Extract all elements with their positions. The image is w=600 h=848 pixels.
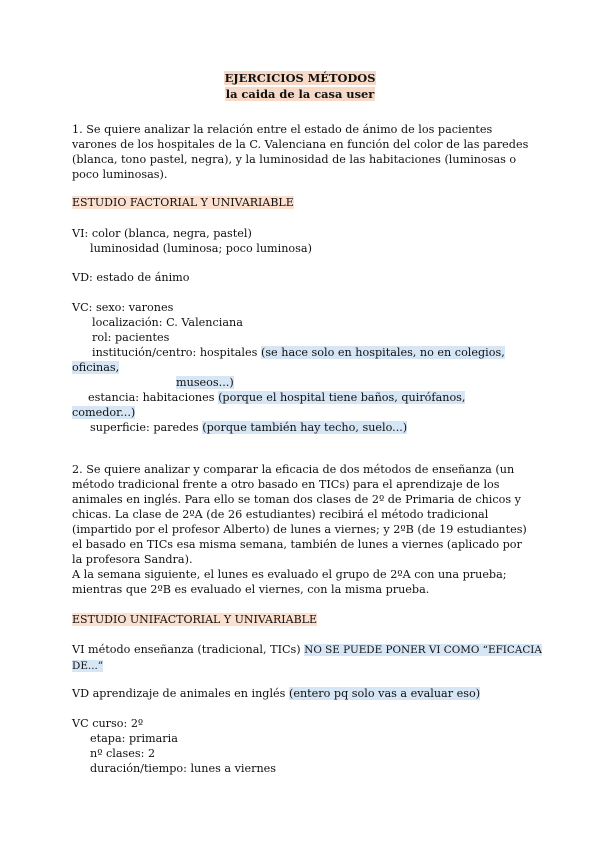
exercise-2-line-6: el basado en TICs esa misma semana, también de lunes a viernes (aplicado por — [72, 538, 522, 551]
exercise-2-statement — [72, 462, 542, 597]
vc-institucion-note-3: museos...) — [176, 376, 234, 389]
exercise-2-line-7: la profesora Sandra). — [72, 553, 193, 566]
vi-luminosidad: luminosidad (luminosa; poco luminosa) — [90, 242, 312, 255]
vc-rol: rol: pacientes — [92, 331, 170, 344]
exercise-2-vd-label: VD aprendizaje de animales en inglés — [72, 687, 286, 700]
vc-estancia-note-2: comedor...) — [72, 406, 136, 419]
title-line-1: EJERCICIOS MÉTODOS — [224, 71, 376, 85]
exercise-1-vi — [72, 226, 532, 256]
exercise-1-statement: 1. Se quiere analizar la relación entre el estado de ánimo de los pacientes varones de los hospitales de la C. Valenciana en función del color de las paredes (blanca, tono pastel, negra), y la luminosidad de las habitaciones (luminosas o poco luminosas). — [72, 123, 529, 181]
exercise-2-line-5: (impartido por el profesor Alberto) de lunes a viernes; y 2ºB (de 19 estudiantes) — [72, 523, 527, 536]
ex2-vc-duracion: duración/tiempo: lunes a viernes — [90, 762, 277, 775]
exercise-2-line-2: método tradicional frente a otro basado en TICs) para el aprendizaje de los — [72, 478, 500, 491]
vc-superficie — [72, 420, 532, 435]
vc-institucion — [72, 345, 532, 360]
vc-institucion-note-cont — [72, 360, 532, 375]
exercise-2-vi — [72, 642, 542, 674]
document-title — [0, 70, 600, 102]
exercise-2-vd — [72, 686, 532, 701]
vc-estancia-label: estancia: habitaciones — [88, 391, 215, 404]
exercise-2-line-3: animales en inglés. Para ello se toman dos clases de 2º de Primaria de chicos y — [72, 493, 522, 506]
ex2-vc-curso: VC curso: 2º — [72, 717, 144, 730]
vc-sexo: VC: sexo: varones — [72, 301, 174, 314]
ex2-vc-clases: nº clases: 2 — [90, 747, 156, 760]
vc-institucion-note: (se hace solo en hospitales, no en colegios, — [260, 346, 505, 359]
ex2-vc-etapa: etapa: primaria — [90, 732, 178, 745]
vc-superficie-note: (porque también hay techo, suelo...) — [202, 421, 408, 434]
exercise-1-section-label: ESTUDIO FACTORIAL Y UNIVARIABLE — [72, 196, 294, 209]
exercise-2-line-1: 2. Se quiere analizar y comparar la eficacia de dos métodos de enseñanza (un — [72, 463, 515, 476]
vc-institucion-note-cont-2 — [72, 375, 532, 390]
title-line-2: la caida de la casa user — [225, 87, 375, 101]
exercise-1-section-heading — [72, 195, 532, 210]
exercise-2-line-9: mientras que 2ºB es evaluado el viernes, con la misma prueba. — [72, 583, 430, 596]
exercise-2-vc — [72, 716, 532, 776]
exercise-2-vd-note: (entero pq solo vas a evaluar eso) — [288, 687, 481, 700]
vc-institucion-label: institución/centro: hospitales — [92, 346, 258, 359]
exercise-2-vi-note: NO SE PUEDE PONER VI COMO “EFICACIA — [304, 644, 542, 656]
vc-estancia-note: (porque el hospital tiene baños, quirófanos, — [218, 391, 466, 404]
exercise-2-line-4: chicas. La clase de 2ºA (de 26 estudiantes) recibirá el método tradicional — [72, 508, 489, 521]
exercise-2-section-label: ESTUDIO UNIFACTORIAL Y UNIVARIABLE — [72, 613, 317, 626]
vc-localizacion: localización: C. Valenciana — [92, 316, 243, 329]
vc-superficie-label: superficie: paredes — [90, 421, 199, 434]
vi-color: VI: color (blanca, negra, pastel) — [72, 227, 252, 240]
vc-estancia-note-cont — [72, 405, 532, 420]
exercise-2-vi-label: VI método enseñanza (tradicional, TICs) — [72, 643, 301, 656]
vc-estancia — [72, 390, 532, 405]
vc-institucion-note-2: oficinas, — [72, 361, 120, 374]
exercise-2-section-heading — [72, 612, 532, 627]
exercise-2-line-8: A la semana siguiente, el lunes es evaluado el grupo de 2ºA con una prueba; — [72, 568, 507, 581]
exercise-1-vc — [72, 300, 532, 435]
exercise-2-vi-note-2: DE...” — [72, 660, 104, 672]
exercise-1-vd: VD: estado de ánimo — [72, 271, 190, 284]
